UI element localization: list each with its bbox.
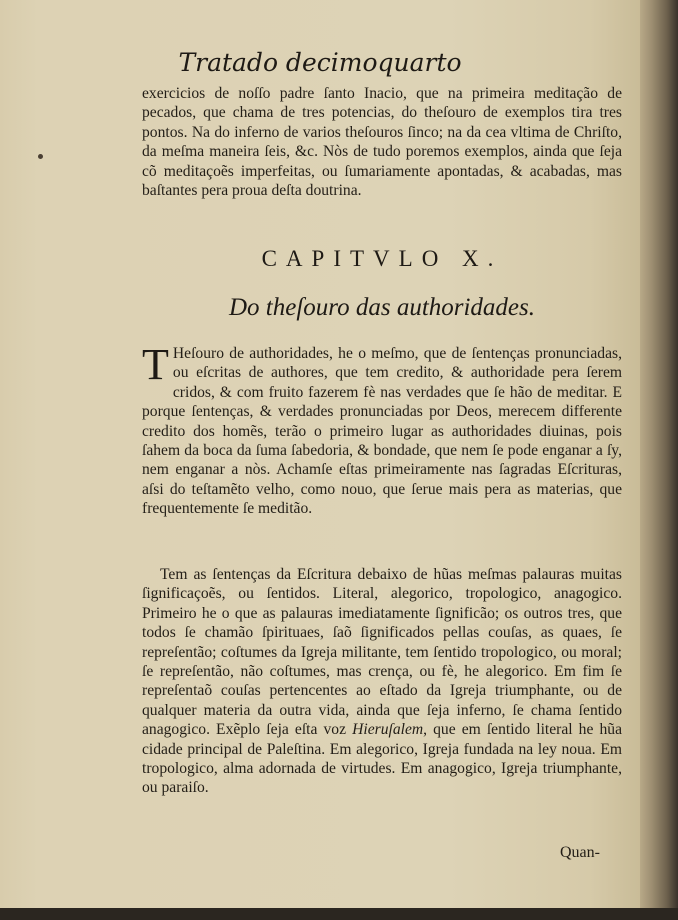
chapter-title: CAPITVLO X. <box>261 246 503 271</box>
book-spine <box>640 0 678 920</box>
page-bottom-edge <box>0 908 678 920</box>
chapter-subtitle-italic: theſouro das authoridades. <box>265 294 536 321</box>
italic-word-hierusalem: Hieruſalem <box>352 721 424 739</box>
paragraph-senses-text-1: Tem as ſentenças da Eſcritura debaixo de hũas meſmas palauras muitas ſignificaçoẽs, ou ſentidos. Literal, alegorico, tropologico, anagogico. Primeiro he o que as palauras imediatamente ſignificão; os outros tres, que todos ſe chamão ſpirituaes, ſaõ ſignificados pellas couſas, as quaes, ſe repreſentão; coſtumes da Igreja militante, tem ſentido tropologico, ou moral; ſe repreſentão, não coſtumes, mas crença, ou fè, he alegorico. Em fim ſe repreſentaõ couſas pertencentes ao eſtado da Igreja triumphante, ou de qualquer materia da outra vida, ainda que ſeja inferno, ſe chama ſentido anagogico. Exẽplo ſeja eſta voz <box>142 566 622 739</box>
paragraph-senses-text-2: , que em ſentido literal he hũa cidade principal de Paleſtina. Em alegorico, Igreja fundada na ley noua. Em tropologico, alma adornada de virtudes. Em anagogico, Igreja triumphante, ou paraiſo. <box>142 721 623 797</box>
paragraph-authorities <box>142 340 622 519</box>
chapter-subtitle-prefix: Do <box>228 294 260 321</box>
margin-ink-dot <box>38 154 43 159</box>
catchword: Quan- <box>560 844 600 861</box>
chapter-subtitle <box>142 294 622 322</box>
drop-cap: T <box>142 340 169 389</box>
paragraph-authorities-text: Heſouro de authoridades, he o meſmo, que de ſentenças pronunciadas, ou eſcritas de authores, que tem credito, & authoridade pera ſerem cridos, & com fruito fazerem fè nas verdades que ſe hão de meditar. E porque ſentenças, & verdades pronunciadas por Deos, merecem differente credito dos homẽs, terão o primeiro lugar as authoridades diuinas, pois ſahem da boca da ſuma ſabedoria, & bondade, que nem ſe pode enganar a ſy, nem enganar a nòs. Achamſe eſtas primeiramente nas ſagradas Eſcrituras, aſsi do teſtamẽto velho, como nouo, que ſerue mais pera as materias, que frequentemente ſe meditão. <box>142 345 622 518</box>
paragraph-senses <box>142 565 622 798</box>
running-head: Tratado decimoquarto <box>178 48 462 77</box>
intro-paragraph: exercicios de noſſo padre ſanto Inacio, que na primeira meditação de pecados, que chama de tres potencias, do theſouro de exemplos tira tres pontos. Na do inferno de varios theſouros ſinco; na da cea vltima de Chriſto, da meſma maneira ſeis, &c. Nòs de tudo poremos exemplos, ainda que ſeja cõ meditaçoẽs imperfeitas, ou ſumariamente apontadas, & acabadas, mas baſtantes pera proua deſta doutrina. <box>142 85 622 200</box>
